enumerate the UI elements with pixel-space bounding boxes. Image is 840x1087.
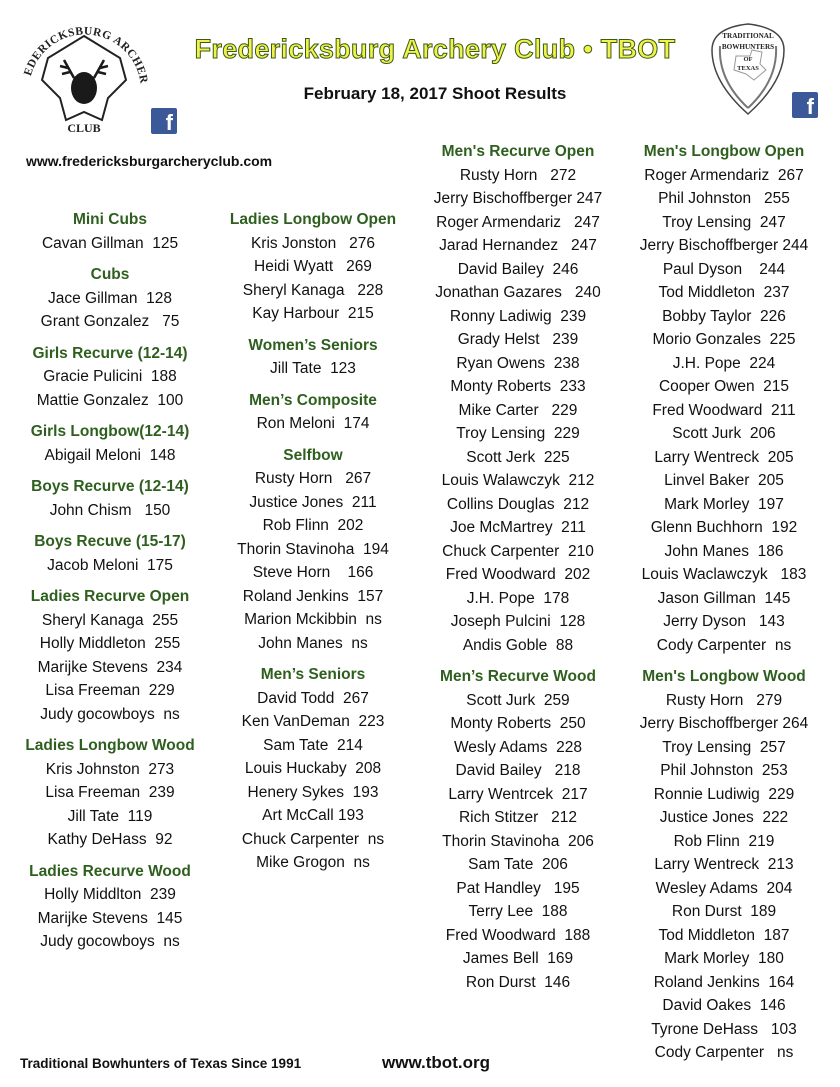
result-entry: Ronnie Ludiwig 229 (653, 785, 795, 803)
category-section (10, 342, 210, 413)
result-entry: Jacob Meloni 175 (47, 556, 173, 574)
category-section (218, 334, 408, 381)
result-entry: David Bailey 246 (457, 260, 579, 278)
category-section (10, 585, 210, 726)
section-gap (10, 412, 210, 420)
category-section (10, 734, 210, 852)
result-entry: Pat Handley 195 (456, 879, 580, 897)
category-heading: Ladies Longbow Wood (25, 737, 195, 754)
section-gap (218, 655, 408, 663)
facebook-icon-right[interactable]: f (792, 92, 818, 118)
result-entry: Jerry Bischoffberger 264 (639, 715, 809, 732)
result-entry: Joe McMartrey 211 (450, 519, 586, 536)
category-heading: Ladies Recurve Wood (29, 862, 191, 880)
result-entry: Kris Johnston 273 (45, 760, 175, 778)
result-entry: David Bailey 218 (455, 762, 581, 779)
result-entry: Scott Jerk 225 (466, 448, 570, 466)
category-heading: Ladies Longbow Open (229, 211, 397, 228)
category-heading: Men's Longbow Wood (642, 668, 806, 685)
result-entry: Phil Johnston 253 (660, 762, 788, 779)
svg-text:TRADITIONAL: TRADITIONAL (722, 32, 774, 40)
section-gap (622, 657, 826, 665)
result-entry: Rusty Horn 272 (459, 166, 577, 184)
result-entry: Cooper Owen 215 (658, 378, 790, 395)
club-logo-bottom-text: CLUB (67, 121, 101, 135)
section-gap (10, 467, 210, 475)
result-entry: Larry Wentreck 213 (654, 856, 794, 873)
result-entry: Monty Roberts 233 (450, 378, 586, 395)
result-entry: Louis Huckaby 208 (244, 760, 382, 777)
result-entry: Rob Flinn 219 (673, 832, 775, 850)
result-entry: Roger Armendariz 247 (436, 213, 600, 231)
result-entry: Lisa Freeman 239 (45, 784, 175, 801)
result-entry: Roland Jenkins 157 (242, 587, 384, 605)
result-entry: Abigail Meloni 148 (44, 446, 176, 464)
result-entry: Heidi Wyatt 269 (254, 258, 372, 275)
result-entry: Marion Mckibbin ns (244, 611, 382, 628)
category-heading: Cubs (90, 266, 130, 283)
category-section (622, 665, 826, 1065)
website-link[interactable]: www.fredericksburgarcheryclub.com (26, 153, 273, 169)
result-entry: Holly Middlton 239 (44, 886, 176, 903)
result-entry: Phil Johnston 255 (658, 190, 790, 207)
category-section (10, 263, 210, 334)
category-heading: Ladies Recurve Open (30, 588, 190, 605)
svg-text:BOWHUNTERS: BOWHUNTERS (721, 43, 775, 51)
result-entry: Cody Carpenter ns (654, 1044, 794, 1061)
result-entry: Gracie Pulicini 188 (43, 368, 177, 385)
category-section (218, 444, 408, 656)
result-entry: Jill Tate 119 (67, 807, 153, 825)
result-entry: Jerry Bischoffberger 244 (639, 237, 809, 254)
category-section (10, 530, 210, 577)
result-entry: Grant Gonzalez 75 (40, 313, 180, 330)
result-entry: Andis Goble 88 (462, 636, 574, 654)
result-entry: David Oakes 146 (662, 997, 786, 1014)
result-entry: Louis Walawczyk 212 (441, 472, 595, 489)
result-entry: Joseph Pulcini 128 (450, 613, 586, 630)
results-column-4 (622, 140, 826, 1065)
result-entry: Sam Tate 206 (468, 856, 568, 873)
result-entry: Roger Armendariz 267 (644, 166, 804, 184)
svg-text:TEXAS: TEXAS (737, 65, 759, 72)
result-entry: Tod Middleton 237 (658, 284, 790, 301)
result-entry: Wesley Adams 204 (655, 879, 793, 897)
result-entry: James Bell 169 (462, 950, 574, 967)
result-entry: Jason Gillman 145 (657, 589, 791, 607)
category-heading: Selfbow (283, 446, 343, 464)
page-title: Fredericksburg Archery Club • TBOT (194, 34, 676, 64)
section-gap (10, 522, 210, 530)
category-section (10, 860, 210, 954)
result-entry: Troy Lensing 247 (662, 213, 786, 231)
result-entry: Jill Tate 123 (270, 360, 356, 377)
result-entry: Judy gocowboys ns (40, 933, 180, 950)
section-gap (10, 726, 210, 734)
result-entry: Roland Jenkins 164 (653, 973, 795, 991)
result-entry: Cody Carpenter ns (656, 636, 792, 654)
result-entry: Mark Morley 180 (664, 950, 784, 967)
result-entry: John Chism 150 (49, 501, 171, 519)
section-gap (10, 255, 210, 263)
category-heading: Boys Recurve (12-14) (31, 478, 189, 495)
result-entry: Scott Jurk 206 (672, 425, 776, 442)
category-heading: Men’s Composite (249, 391, 377, 409)
result-entry: Chuck Carpenter ns (241, 830, 385, 848)
result-entry: Ronny Ladiwig 239 (449, 307, 587, 325)
category-section (10, 208, 210, 255)
result-entry: Rob Flinn 202 (262, 517, 364, 534)
result-entry: Rusty Horn 279 (665, 691, 783, 709)
result-entry: Jarad Hernandez 247 (439, 237, 597, 254)
result-entry: Glenn Buchhorn 192 (650, 519, 798, 536)
result-entry: Thorin Stavinoha 194 (237, 540, 389, 558)
category-heading: Men’s Recurve Wood (440, 668, 596, 685)
result-entry: Morio Gonzales 225 (652, 331, 796, 348)
shoot-date: February 18, 2017 Shoot Results (303, 84, 567, 103)
result-entry: Mike Grogon ns (256, 854, 370, 871)
result-entry: Jonathan Gazares 240 (435, 284, 601, 301)
category-section (622, 140, 826, 657)
result-entry: Judy gocowboys ns (40, 705, 180, 723)
result-entry: Steve Horn 166 (252, 564, 374, 581)
result-entry: Kay Harbour 215 (252, 305, 374, 322)
result-entry: Collins Douglas 212 (446, 495, 590, 513)
results-column-2 (218, 208, 408, 875)
result-entry: Kathy DeHass 92 (47, 831, 173, 848)
result-entry: Fred Woodward 211 (652, 401, 796, 419)
section-gap (418, 657, 618, 665)
result-entry: Terry Lee 188 (468, 903, 568, 920)
result-entry: Lisa Freeman 229 (45, 682, 175, 699)
footer-website-link[interactable]: www.tbot.org (382, 1053, 490, 1072)
result-entry: Paul Dyson 244 (662, 260, 786, 278)
result-entry: Sheryl Kanaga 228 (242, 281, 384, 299)
results-column-1 (10, 208, 210, 954)
result-entry: Justice Jones 222 (659, 809, 789, 826)
result-entry: Larry Wentrcek 217 (448, 785, 588, 803)
result-entry: John Manes 186 (664, 542, 784, 560)
result-entry: Troy Lensing 257 (662, 738, 786, 756)
result-entry: Sam Tate 214 (263, 736, 363, 754)
result-entry: Ryan Owens 238 (456, 354, 580, 372)
result-entry: Ken VanDeman 223 (241, 713, 385, 730)
result-entry: Ron Durst 189 (671, 903, 777, 920)
result-entry: Mike Carter 229 (458, 401, 578, 419)
result-entry: Fred Woodward 188 (445, 926, 591, 944)
result-entry: Bobby Taylor 226 (662, 307, 786, 325)
results-column-3 (418, 140, 618, 994)
category-section (218, 663, 408, 875)
category-heading: Men’s Seniors (260, 666, 366, 683)
facebook-icon[interactable]: f (151, 108, 177, 134)
category-section (10, 420, 210, 467)
section-gap (10, 577, 210, 585)
category-section (218, 208, 408, 326)
result-entry: J.H. Pope 178 (466, 589, 570, 607)
result-entry: Sheryl Kanaga 255 (41, 611, 179, 629)
result-entry: Jerry Dyson 143 (663, 613, 785, 630)
result-entry: Justice Jones 211 (249, 493, 377, 511)
result-entry: Jace Gillman 128 (47, 289, 173, 307)
result-entry: Thorin Stavinoha 206 (442, 832, 594, 850)
result-entry: Art McCall 193 (262, 807, 364, 824)
result-entry: Cavan Gillman 125 (41, 234, 179, 252)
result-entry: Rich Stitzer 212 (458, 809, 578, 826)
result-entry: Henery Sykes 193 (247, 783, 379, 801)
section-gap (10, 852, 210, 860)
tbot-logo (708, 20, 788, 118)
result-entry: John Manes ns (258, 634, 368, 652)
category-section (10, 475, 210, 522)
result-entry: Tod Middleton 187 (658, 926, 790, 944)
result-entry: Troy Lensing 229 (456, 425, 580, 442)
result-entry: Wesly Adams 228 (453, 738, 583, 756)
result-entry: Marijke Stevens 234 (37, 658, 183, 676)
result-entry: Tyrone DeHass 103 (651, 1020, 797, 1038)
category-section (418, 140, 618, 657)
category-heading: Men's Longbow Open (643, 143, 805, 160)
result-entry: Rusty Horn 267 (254, 470, 372, 487)
result-entry: Larry Wentreck 205 (654, 448, 794, 466)
section-gap (218, 381, 408, 389)
result-entry: J.H. Pope 224 (672, 354, 776, 372)
category-heading: Mini Cubs (72, 211, 148, 228)
result-entry: Mark Morley 197 (664, 495, 784, 513)
category-section (418, 665, 618, 994)
footer-tagline: Traditional Bowhunters of Texas Since 1991 (20, 1056, 302, 1071)
result-entry: Holly Middleton 255 (39, 635, 181, 652)
section-gap (10, 334, 210, 342)
category-heading: Men's Recurve Open (441, 143, 595, 160)
category-heading: Boys Recuve (15-17) (34, 533, 186, 550)
result-entry: Ron Durst 146 (465, 973, 571, 991)
svg-text:OF: OF (743, 56, 753, 63)
result-entry: Kris Jonston 276 (250, 234, 376, 252)
category-section (218, 389, 408, 436)
result-entry: David Todd 267 (257, 689, 369, 707)
result-entry: Chuck Carpenter 210 (442, 542, 594, 560)
result-entry: Marijke Stevens 145 (37, 909, 183, 927)
result-entry: Fred Woodward 202 (445, 566, 591, 583)
result-entry: Mattie Gonzalez 100 (36, 391, 184, 409)
club-logo (12, 8, 157, 138)
category-heading: Women’s Seniors (248, 336, 378, 354)
section-gap (218, 326, 408, 334)
result-entry: Ron Meloni 174 (256, 415, 370, 432)
club-logo-top-text: EDERICKSBURG ARCHER (22, 25, 150, 85)
result-entry: Jerry Bischoffberger 247 (433, 190, 603, 207)
section-gap (218, 436, 408, 444)
category-heading: Girls Recurve (12-14) (32, 344, 188, 362)
result-entry: Linvel Baker 205 (664, 472, 784, 489)
result-entry: Louis Waclawczyk 183 (641, 566, 807, 583)
result-entry: Grady Helst 239 (457, 331, 579, 348)
result-entry: Monty Roberts 250 (450, 715, 586, 732)
category-heading: Girls Longbow(12-14) (30, 423, 190, 440)
result-entry: Scott Jurk 259 (466, 691, 570, 709)
